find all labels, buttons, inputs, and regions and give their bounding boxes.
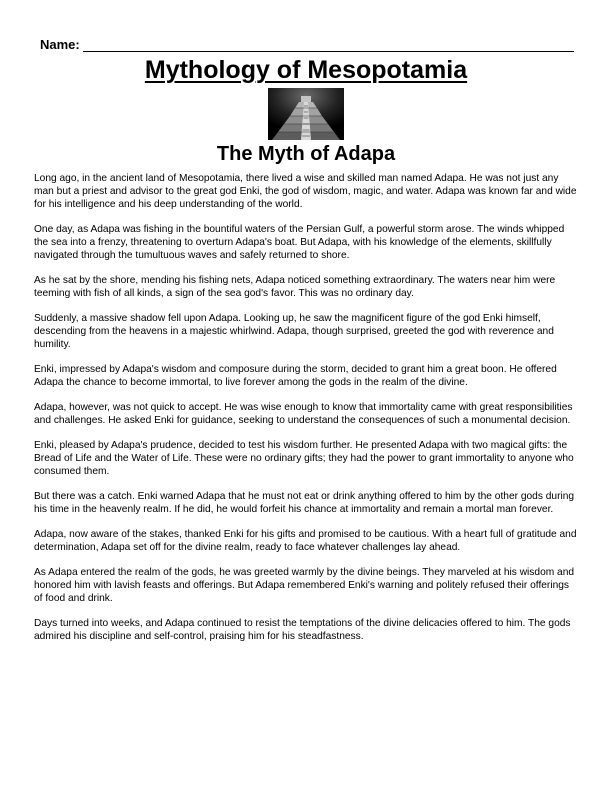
- paragraph: Adapa, now aware of the stakes, thanked Enki for his gifts and promised to be cautious. With a heart full of gratitude and determination, Adapa set off for the divine realm, ready to face whatever challenges lay ahead.: [34, 529, 577, 553]
- paragraph: Days turned into weeks, and Adapa continued to resist the temptations of the divine delicacies offered to him. The gods admired his discipline and self-control, praising him for his steadfastness.: [34, 618, 571, 642]
- paragraph: Adapa, however, was not quick to accept. He was wise enough to know that immortality came with great responsibilities and challenges. He asked Enki for guidance, seeking to understand the consequences of such a monumental decision.: [34, 402, 573, 426]
- name-field-row: [40, 36, 574, 52]
- ziggurat-image: [268, 88, 344, 140]
- story-title: The Myth of Adapa: [216, 143, 396, 165]
- paragraph: Suddenly, a massive shadow fell upon Adapa. Looking up, he saw the magnificent figure of the god Enki himself, descending from the heavens in a majestic whirlwind. Adapa, though surprised, greeted the god with reverence and humility.: [34, 313, 554, 350]
- name-label: Name:: [40, 37, 80, 52]
- paragraph: As Adapa entered the realm of the gods, he was greeted warmly by the divine beings. They marveled at his wisdom and honored him with lavish feasts and offerings. But Adapa remembered Enki's warning and politely refused their offerings of food and drink.: [34, 567, 575, 604]
- page-title: Mythology of Mesopotamia: [144, 56, 468, 84]
- paragraph: Enki, impressed by Adapa's wisdom and composure during the storm, decided to grant him a great boon. He offered Adapa the chance to become immortal, to live forever among the gods in the realm of the divine.: [34, 364, 557, 388]
- ziggurat-icon: [268, 88, 344, 140]
- paragraph: As he sat by the shore, mending his fishing nets, Adapa noticed something extraordinary. The waters near him were teeming with fish of all kinds, a sign of the sea god's favor. This was no ordinary day.: [34, 275, 556, 299]
- paragraph: Enki, pleased by Adapa's prudence, decided to test his wisdom further. He presented Adapa with two magical gifts: the Bread of Life and the Water of Life. These were no ordinary gifts; they had the power to grant immortality to anyone who consumed them.: [34, 440, 574, 477]
- paragraph: One day, as Adapa was fishing in the bountiful waters of the Persian Gulf, a powerful storm arose. The winds whipped the sea into a frenzy, threatening to overturn Adapa's boat. But Adapa, with his knowledge of the elements, skillfully navigated through the tumultuous waves and safely returned to shore.: [34, 224, 565, 261]
- paragraph: Long ago, in the ancient land of Mesopotamia, there lived a wise and skilled man named Adapa. He was not just any man but a priest and advisor to the great god Enki, the god of wisdom, magic, and water. Adapa was known far and wide for his intelligence and his deep understanding of the world.: [34, 173, 577, 210]
- story-text: [34, 172, 580, 655]
- paragraph: But there was a catch. Enki warned Adapa that he must not eat or drink anything offered to him by the other gods during his time in the heavenly realm. If he did, he would forfeit his chance at immortality and remain a mortal man forever.: [34, 491, 575, 515]
- name-blank-line: [83, 39, 574, 52]
